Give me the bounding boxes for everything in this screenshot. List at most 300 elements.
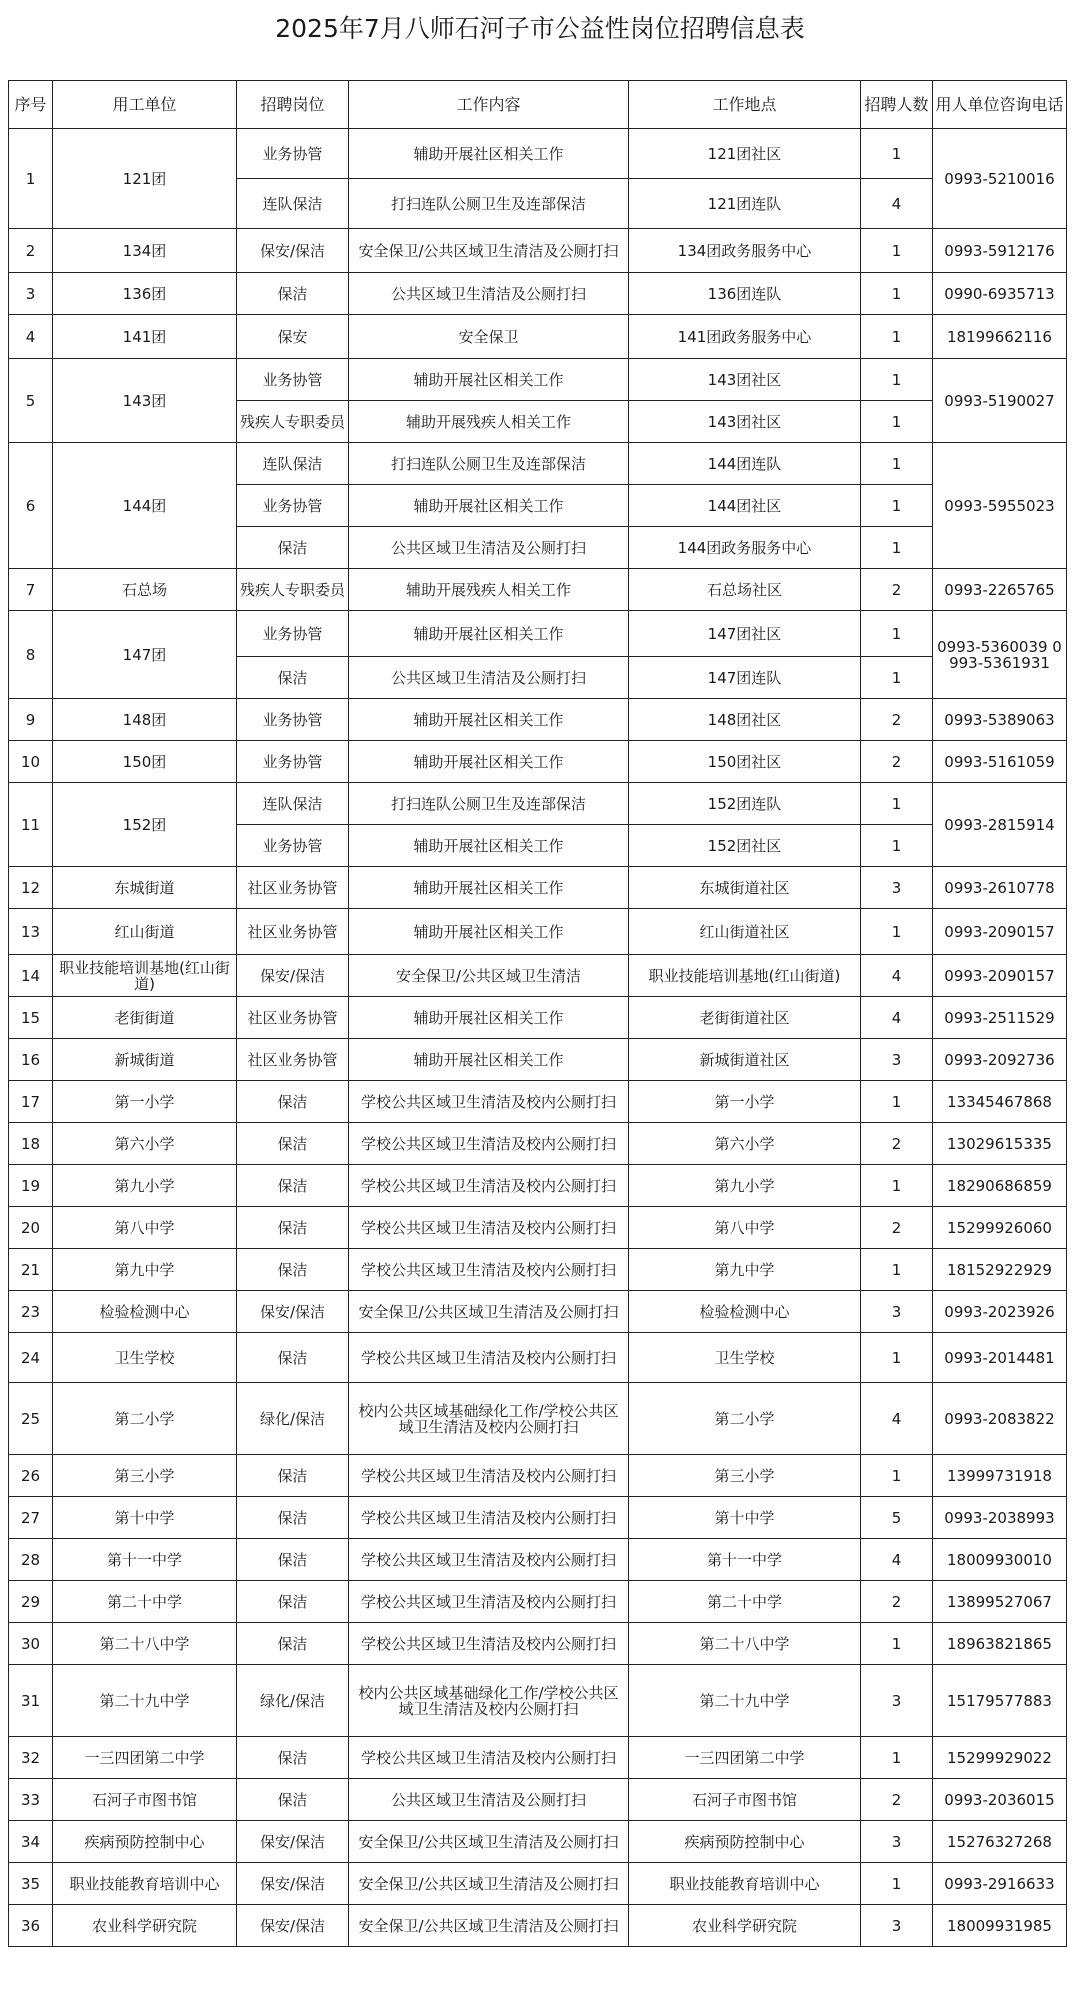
row-number-cell: 6 xyxy=(9,443,53,569)
phone-cell: 0993-2092736 xyxy=(933,1039,1067,1081)
employer-cell: 石总场 xyxy=(53,569,237,611)
row-number-cell: 35 xyxy=(9,1863,53,1905)
work-place-cell: 疾病预防控制中心 xyxy=(629,1821,861,1863)
phone-cell: 0993-2090157 xyxy=(933,955,1067,997)
work-content-cell: 辅助开展社区相关工作 xyxy=(349,741,629,783)
row-number-cell: 1 xyxy=(9,129,53,229)
table-row xyxy=(9,1165,1067,1207)
headcount-cell: 1 xyxy=(861,527,933,569)
employer-cell: 老街街道 xyxy=(53,997,237,1039)
employer-cell: 第六小学 xyxy=(53,1123,237,1165)
post-cell: 残疾人专职委员 xyxy=(237,569,349,611)
work-content-cell: 辅助开展社区相关工作 xyxy=(349,867,629,909)
row-number-cell: 26 xyxy=(9,1455,53,1497)
post-cell: 连队保洁 xyxy=(237,179,349,229)
post-cell: 保洁 xyxy=(237,273,349,315)
table-row xyxy=(9,443,1067,485)
headcount-cell: 1 xyxy=(861,129,933,179)
post-cell: 社区业务协管 xyxy=(237,909,349,955)
row-number-cell: 20 xyxy=(9,1207,53,1249)
employer-cell: 136团 xyxy=(53,273,237,315)
table-row xyxy=(9,997,1067,1039)
row-number-cell: 4 xyxy=(9,315,53,359)
headcount-cell: 1 xyxy=(861,1081,933,1123)
row-number-cell: 10 xyxy=(9,741,53,783)
table-row xyxy=(9,569,1067,611)
work-content-cell: 辅助开展社区相关工作 xyxy=(349,997,629,1039)
employer-cell: 121团 xyxy=(53,129,237,229)
table-row xyxy=(9,741,1067,783)
phone-cell: 0993-5389063 xyxy=(933,699,1067,741)
employer-cell: 一三四团第二中学 xyxy=(53,1737,237,1779)
row-number-cell: 12 xyxy=(9,867,53,909)
work-place-cell: 红山街道社区 xyxy=(629,909,861,955)
work-place-cell: 第二十九中学 xyxy=(629,1665,861,1737)
phone-cell: 18290686859 xyxy=(933,1165,1067,1207)
work-place-cell: 121团连队 xyxy=(629,179,861,229)
phone-cell: 0993-5955023 xyxy=(933,443,1067,569)
headcount-cell: 4 xyxy=(861,955,933,997)
row-number-cell: 16 xyxy=(9,1039,53,1081)
employer-cell: 卫生学校 xyxy=(53,1333,237,1383)
row-number-cell: 32 xyxy=(9,1737,53,1779)
employer-cell: 第九中学 xyxy=(53,1249,237,1291)
work-place-cell: 第二十中学 xyxy=(629,1581,861,1623)
work-place-cell: 一三四团第二中学 xyxy=(629,1737,861,1779)
employer-cell: 148团 xyxy=(53,699,237,741)
headcount-cell: 1 xyxy=(861,1863,933,1905)
phone-cell: 18009931985 xyxy=(933,1905,1067,1947)
headcount-cell: 2 xyxy=(861,699,933,741)
employer-cell: 147团 xyxy=(53,611,237,699)
headcount-cell: 2 xyxy=(861,1581,933,1623)
work-place-cell: 第一小学 xyxy=(629,1081,861,1123)
table-row xyxy=(9,867,1067,909)
phone-cell: 0993-2265765 xyxy=(933,569,1067,611)
work-place-cell: 144团社区 xyxy=(629,485,861,527)
phone-cell: 0993-2916633 xyxy=(933,1863,1067,1905)
table-row xyxy=(9,1333,1067,1383)
row-number-cell: 24 xyxy=(9,1333,53,1383)
post-cell: 保洁 xyxy=(237,1455,349,1497)
post-cell: 绿化/保洁 xyxy=(237,1665,349,1737)
headcount-cell: 3 xyxy=(861,1821,933,1863)
work-content-cell: 学校公共区域卫生清洁及校内公厕打扫 xyxy=(349,1165,629,1207)
work-content-cell: 辅助开展社区相关工作 xyxy=(349,129,629,179)
work-place-cell: 143团社区 xyxy=(629,401,861,443)
headcount-cell: 1 xyxy=(861,825,933,867)
employer-cell: 134团 xyxy=(53,229,237,273)
phone-cell: 0993-2090157 xyxy=(933,909,1067,955)
work-place-cell: 第十一中学 xyxy=(629,1539,861,1581)
phone-cell: 15299929022 xyxy=(933,1737,1067,1779)
work-place-cell: 141团政务服务中心 xyxy=(629,315,861,359)
post-cell: 保洁 xyxy=(237,1539,349,1581)
work-place-cell: 121团社区 xyxy=(629,129,861,179)
post-cell: 保安/保洁 xyxy=(237,1291,349,1333)
table-row xyxy=(9,1539,1067,1581)
phone-cell: 0993-5210016 xyxy=(933,129,1067,229)
phone-cell: 13899527067 xyxy=(933,1581,1067,1623)
work-content-cell: 打扫连队公厕卫生及连部保洁 xyxy=(349,179,629,229)
table-row xyxy=(9,1623,1067,1665)
table-row xyxy=(9,129,1067,179)
phone-cell: 15276327268 xyxy=(933,1821,1067,1863)
phone-cell: 13029615335 xyxy=(933,1123,1067,1165)
table-row xyxy=(9,909,1067,955)
work-place-cell: 新城街道社区 xyxy=(629,1039,861,1081)
post-cell: 业务协管 xyxy=(237,485,349,527)
headcount-cell: 4 xyxy=(861,179,933,229)
post-cell: 残疾人专职委员 xyxy=(237,401,349,443)
work-content-cell: 学校公共区域卫生清洁及校内公厕打扫 xyxy=(349,1207,629,1249)
table-row xyxy=(9,1123,1067,1165)
row-number-cell: 21 xyxy=(9,1249,53,1291)
post-cell: 保洁 xyxy=(237,1333,349,1383)
work-place-cell: 136团连队 xyxy=(629,273,861,315)
table-row xyxy=(9,1081,1067,1123)
row-number-cell: 14 xyxy=(9,955,53,997)
employer-cell: 第二十中学 xyxy=(53,1581,237,1623)
page-title: 2025年7月八师石河子市公益性岗位招聘信息表 xyxy=(275,14,805,43)
post-cell: 保安/保洁 xyxy=(237,955,349,997)
work-place-cell: 第二十八中学 xyxy=(629,1623,861,1665)
phone-cell: 18152922929 xyxy=(933,1249,1067,1291)
work-place-cell: 第九小学 xyxy=(629,1165,861,1207)
post-cell: 业务协管 xyxy=(237,129,349,179)
employer-cell: 144团 xyxy=(53,443,237,569)
phone-cell: 0993-2815914 xyxy=(933,783,1067,867)
employer-cell: 第三小学 xyxy=(53,1455,237,1497)
work-place-cell: 147团社区 xyxy=(629,611,861,657)
table-row xyxy=(9,229,1067,273)
post-cell: 连队保洁 xyxy=(237,783,349,825)
work-place-cell: 148团社区 xyxy=(629,699,861,741)
work-content-cell: 辅助开展社区相关工作 xyxy=(349,359,629,401)
headcount-cell: 1 xyxy=(861,315,933,359)
work-content-cell: 学校公共区域卫生清洁及校内公厕打扫 xyxy=(349,1497,629,1539)
post-cell: 社区业务协管 xyxy=(237,997,349,1039)
work-place-cell: 石总场社区 xyxy=(629,569,861,611)
header-place: 工作地点 xyxy=(629,81,861,129)
phone-cell: 0993-2038993 xyxy=(933,1497,1067,1539)
post-cell: 保安/保洁 xyxy=(237,1821,349,1863)
work-place-cell: 第二小学 xyxy=(629,1383,861,1455)
headcount-cell: 5 xyxy=(861,1497,933,1539)
headcount-cell: 1 xyxy=(861,657,933,699)
table-body xyxy=(9,129,1067,1947)
post-cell: 保安/保洁 xyxy=(237,1905,349,1947)
phone-cell: 0993-2610778 xyxy=(933,867,1067,909)
post-cell: 保洁 xyxy=(237,1497,349,1539)
headcount-cell: 3 xyxy=(861,867,933,909)
header-post: 招聘岗位 xyxy=(237,81,349,129)
row-number-cell: 3 xyxy=(9,273,53,315)
headcount-cell: 1 xyxy=(861,1623,933,1665)
work-content-cell: 安全保卫/公共区域卫生清洁及公厕打扫 xyxy=(349,1291,629,1333)
row-number-cell: 19 xyxy=(9,1165,53,1207)
employer-cell: 第一小学 xyxy=(53,1081,237,1123)
post-cell: 社区业务协管 xyxy=(237,1039,349,1081)
work-content-cell: 辅助开展社区相关工作 xyxy=(349,611,629,657)
row-number-cell: 15 xyxy=(9,997,53,1039)
post-cell: 业务协管 xyxy=(237,611,349,657)
header-no: 序号 xyxy=(9,81,53,129)
row-number-cell: 27 xyxy=(9,1497,53,1539)
row-number-cell: 11 xyxy=(9,783,53,867)
work-content-cell: 辅助开展社区相关工作 xyxy=(349,699,629,741)
post-cell: 社区业务协管 xyxy=(237,867,349,909)
row-number-cell: 25 xyxy=(9,1383,53,1455)
recruitment-table-container xyxy=(8,80,1066,1947)
work-content-cell: 打扫连队公厕卫生及连部保洁 xyxy=(349,783,629,825)
work-content-cell: 公共区域卫生清洁及公厕打扫 xyxy=(349,527,629,569)
work-content-cell: 辅助开展社区相关工作 xyxy=(349,909,629,955)
phone-cell: 0993-2511529 xyxy=(933,997,1067,1039)
employer-cell: 职业技能教育培训中心 xyxy=(53,1863,237,1905)
table-row xyxy=(9,955,1067,997)
post-cell: 业务协管 xyxy=(237,359,349,401)
headcount-cell: 3 xyxy=(861,1291,933,1333)
table-row xyxy=(9,1665,1067,1737)
headcount-cell: 3 xyxy=(861,1665,933,1737)
headcount-cell: 4 xyxy=(861,997,933,1039)
row-number-cell: 8 xyxy=(9,611,53,699)
work-content-cell: 打扫连队公厕卫生及连部保洁 xyxy=(349,443,629,485)
table-row xyxy=(9,1291,1067,1333)
row-number-cell: 23 xyxy=(9,1291,53,1333)
table-row xyxy=(9,699,1067,741)
work-place-cell: 老街街道社区 xyxy=(629,997,861,1039)
employer-cell: 职业技能培训基地(红山街道) xyxy=(53,955,237,997)
work-place-cell: 144团政务服务中心 xyxy=(629,527,861,569)
post-cell: 业务协管 xyxy=(237,741,349,783)
table-row xyxy=(9,315,1067,359)
table-row xyxy=(9,1779,1067,1821)
work-place-cell: 东城街道社区 xyxy=(629,867,861,909)
phone-cell: 15299926060 xyxy=(933,1207,1067,1249)
headcount-cell: 2 xyxy=(861,1123,933,1165)
post-cell: 保洁 xyxy=(237,1737,349,1779)
phone-cell: 0993-5912176 xyxy=(933,229,1067,273)
row-number-cell: 5 xyxy=(9,359,53,443)
employer-cell: 疾病预防控制中心 xyxy=(53,1821,237,1863)
work-place-cell: 147团连队 xyxy=(629,657,861,699)
headcount-cell: 1 xyxy=(861,401,933,443)
work-place-cell: 150团社区 xyxy=(629,741,861,783)
work-place-cell: 第八中学 xyxy=(629,1207,861,1249)
post-cell: 保洁 xyxy=(237,1165,349,1207)
headcount-cell: 1 xyxy=(861,611,933,657)
post-cell: 保洁 xyxy=(237,1581,349,1623)
employer-cell: 东城街道 xyxy=(53,867,237,909)
employer-cell: 143团 xyxy=(53,359,237,443)
header-phone: 用人单位咨询电话 xyxy=(933,81,1067,129)
table-row xyxy=(9,1581,1067,1623)
row-number-cell: 2 xyxy=(9,229,53,273)
header-count: 招聘人数 xyxy=(861,81,933,129)
employer-cell: 农业科学研究院 xyxy=(53,1905,237,1947)
work-place-cell: 职业技能教育培训中心 xyxy=(629,1863,861,1905)
row-number-cell: 29 xyxy=(9,1581,53,1623)
headcount-cell: 1 xyxy=(861,443,933,485)
work-content-cell: 辅助开展残疾人相关工作 xyxy=(349,569,629,611)
work-content-cell: 公共区域卫生清洁及公厕打扫 xyxy=(349,1779,629,1821)
post-cell: 绿化/保洁 xyxy=(237,1383,349,1455)
work-place-cell: 第九中学 xyxy=(629,1249,861,1291)
phone-cell: 13345467868 xyxy=(933,1081,1067,1123)
post-cell: 保洁 xyxy=(237,1779,349,1821)
work-place-cell: 农业科学研究院 xyxy=(629,1905,861,1947)
phone-cell: 13999731918 xyxy=(933,1455,1067,1497)
headcount-cell: 1 xyxy=(861,273,933,315)
work-place-cell: 检验检测中心 xyxy=(629,1291,861,1333)
work-place-cell: 152团社区 xyxy=(629,825,861,867)
phone-cell: 0993-2083822 xyxy=(933,1383,1067,1455)
table-row xyxy=(9,273,1067,315)
post-cell: 保安 xyxy=(237,315,349,359)
post-cell: 保洁 xyxy=(237,1123,349,1165)
employer-cell: 第十中学 xyxy=(53,1497,237,1539)
work-place-cell: 143团社区 xyxy=(629,359,861,401)
work-content-cell: 安全保卫/公共区域卫生清洁及公厕打扫 xyxy=(349,1821,629,1863)
post-cell: 连队保洁 xyxy=(237,443,349,485)
row-number-cell: 34 xyxy=(9,1821,53,1863)
post-cell: 保洁 xyxy=(237,1623,349,1665)
headcount-cell: 1 xyxy=(861,909,933,955)
table-row xyxy=(9,1039,1067,1081)
header-content: 工作内容 xyxy=(349,81,629,129)
work-content-cell: 学校公共区域卫生清洁及校内公厕打扫 xyxy=(349,1581,629,1623)
work-place-cell: 152团连队 xyxy=(629,783,861,825)
table-row xyxy=(9,1497,1067,1539)
row-number-cell: 33 xyxy=(9,1779,53,1821)
work-place-cell: 144团连队 xyxy=(629,443,861,485)
post-cell: 保安/保洁 xyxy=(237,229,349,273)
work-content-cell: 学校公共区域卫生清洁及校内公厕打扫 xyxy=(349,1123,629,1165)
work-place-cell: 卫生学校 xyxy=(629,1333,861,1383)
phone-cell: 0993-2036015 xyxy=(933,1779,1067,1821)
table-row xyxy=(9,1249,1067,1291)
headcount-cell: 1 xyxy=(861,359,933,401)
headcount-cell: 4 xyxy=(861,1383,933,1455)
headcount-cell: 1 xyxy=(861,1165,933,1207)
employer-cell: 石河子市图书馆 xyxy=(53,1779,237,1821)
headcount-cell: 1 xyxy=(861,1455,933,1497)
work-content-cell: 学校公共区域卫生清洁及校内公厕打扫 xyxy=(349,1737,629,1779)
work-content-cell: 安全保卫/公共区域卫生清洁 xyxy=(349,955,629,997)
headcount-cell: 1 xyxy=(861,1737,933,1779)
work-content-cell: 辅助开展社区相关工作 xyxy=(349,485,629,527)
headcount-cell: 1 xyxy=(861,1333,933,1383)
table-row xyxy=(9,1207,1067,1249)
employer-cell: 红山街道 xyxy=(53,909,237,955)
work-content-cell: 辅助开展社区相关工作 xyxy=(349,1039,629,1081)
row-number-cell: 30 xyxy=(9,1623,53,1665)
employer-cell: 152团 xyxy=(53,783,237,867)
work-content-cell: 学校公共区域卫生清洁及校内公厕打扫 xyxy=(349,1539,629,1581)
headcount-cell: 4 xyxy=(861,1539,933,1581)
headcount-cell: 2 xyxy=(861,1779,933,1821)
work-content-cell: 安全保卫/公共区域卫生清洁及公厕打扫 xyxy=(349,1863,629,1905)
work-content-cell: 公共区域卫生清洁及公厕打扫 xyxy=(349,273,629,315)
work-content-cell: 安全保卫/公共区域卫生清洁及公厕打扫 xyxy=(349,1905,629,1947)
headcount-cell: 2 xyxy=(861,569,933,611)
table-row xyxy=(9,359,1067,401)
work-content-cell: 辅助开展残疾人相关工作 xyxy=(349,401,629,443)
work-content-cell: 学校公共区域卫生清洁及校内公厕打扫 xyxy=(349,1081,629,1123)
table-row xyxy=(9,1821,1067,1863)
headcount-cell: 1 xyxy=(861,783,933,825)
row-number-cell: 9 xyxy=(9,699,53,741)
work-place-cell: 石河子市图书馆 xyxy=(629,1779,861,1821)
post-cell: 业务协管 xyxy=(237,825,349,867)
post-cell: 保洁 xyxy=(237,1081,349,1123)
employer-cell: 第八中学 xyxy=(53,1207,237,1249)
employer-cell: 第二十九中学 xyxy=(53,1665,237,1737)
work-content-cell: 辅助开展社区相关工作 xyxy=(349,825,629,867)
work-content-cell: 学校公共区域卫生清洁及校内公厕打扫 xyxy=(349,1623,629,1665)
phone-cell: 18963821865 xyxy=(933,1623,1067,1665)
phone-cell: 0993-5360039 0993-5361931 xyxy=(933,611,1067,699)
phone-cell: 0993-5161059 xyxy=(933,741,1067,783)
table-row xyxy=(9,1863,1067,1905)
work-content-cell: 安全保卫 xyxy=(349,315,629,359)
phone-cell: 0990-6935713 xyxy=(933,273,1067,315)
header-unit: 用工单位 xyxy=(53,81,237,129)
post-cell: 保洁 xyxy=(237,527,349,569)
employer-cell: 150团 xyxy=(53,741,237,783)
row-number-cell: 18 xyxy=(9,1123,53,1165)
table-row xyxy=(9,783,1067,825)
employer-cell: 新城街道 xyxy=(53,1039,237,1081)
header-row xyxy=(9,81,1067,129)
headcount-cell: 3 xyxy=(861,1039,933,1081)
work-place-cell: 第十中学 xyxy=(629,1497,861,1539)
phone-cell: 18009930010 xyxy=(933,1539,1067,1581)
work-place-cell: 第三小学 xyxy=(629,1455,861,1497)
post-cell: 保洁 xyxy=(237,1249,349,1291)
employer-cell: 第二小学 xyxy=(53,1383,237,1455)
post-cell: 保安/保洁 xyxy=(237,1863,349,1905)
post-cell: 保洁 xyxy=(237,657,349,699)
row-number-cell: 28 xyxy=(9,1539,53,1581)
phone-cell: 0993-2023926 xyxy=(933,1291,1067,1333)
headcount-cell: 2 xyxy=(861,741,933,783)
headcount-cell: 1 xyxy=(861,485,933,527)
row-number-cell: 36 xyxy=(9,1905,53,1947)
headcount-cell: 1 xyxy=(861,1249,933,1291)
work-place-cell: 134团政务服务中心 xyxy=(629,229,861,273)
headcount-cell: 1 xyxy=(861,229,933,273)
work-content-cell: 学校公共区域卫生清洁及校内公厕打扫 xyxy=(349,1333,629,1383)
work-content-cell: 安全保卫/公共区域卫生清洁及公厕打扫 xyxy=(349,229,629,273)
table-row xyxy=(9,1737,1067,1779)
table-row xyxy=(9,1455,1067,1497)
work-content-cell: 学校公共区域卫生清洁及校内公厕打扫 xyxy=(349,1455,629,1497)
work-content-cell: 校内公共区域基础绿化工作/学校公共区域卫生清洁及校内公厕打扫 xyxy=(349,1383,629,1455)
work-content-cell: 学校公共区域卫生清洁及校内公厕打扫 xyxy=(349,1249,629,1291)
employer-cell: 检验检测中心 xyxy=(53,1291,237,1333)
headcount-cell: 3 xyxy=(861,1905,933,1947)
work-place-cell: 职业技能培训基地(红山街道) xyxy=(629,955,861,997)
row-number-cell: 13 xyxy=(9,909,53,955)
headcount-cell: 2 xyxy=(861,1207,933,1249)
phone-cell: 0993-2014481 xyxy=(933,1333,1067,1383)
table-row xyxy=(9,611,1067,657)
row-number-cell: 31 xyxy=(9,1665,53,1737)
phone-cell: 15179577883 xyxy=(933,1665,1067,1737)
